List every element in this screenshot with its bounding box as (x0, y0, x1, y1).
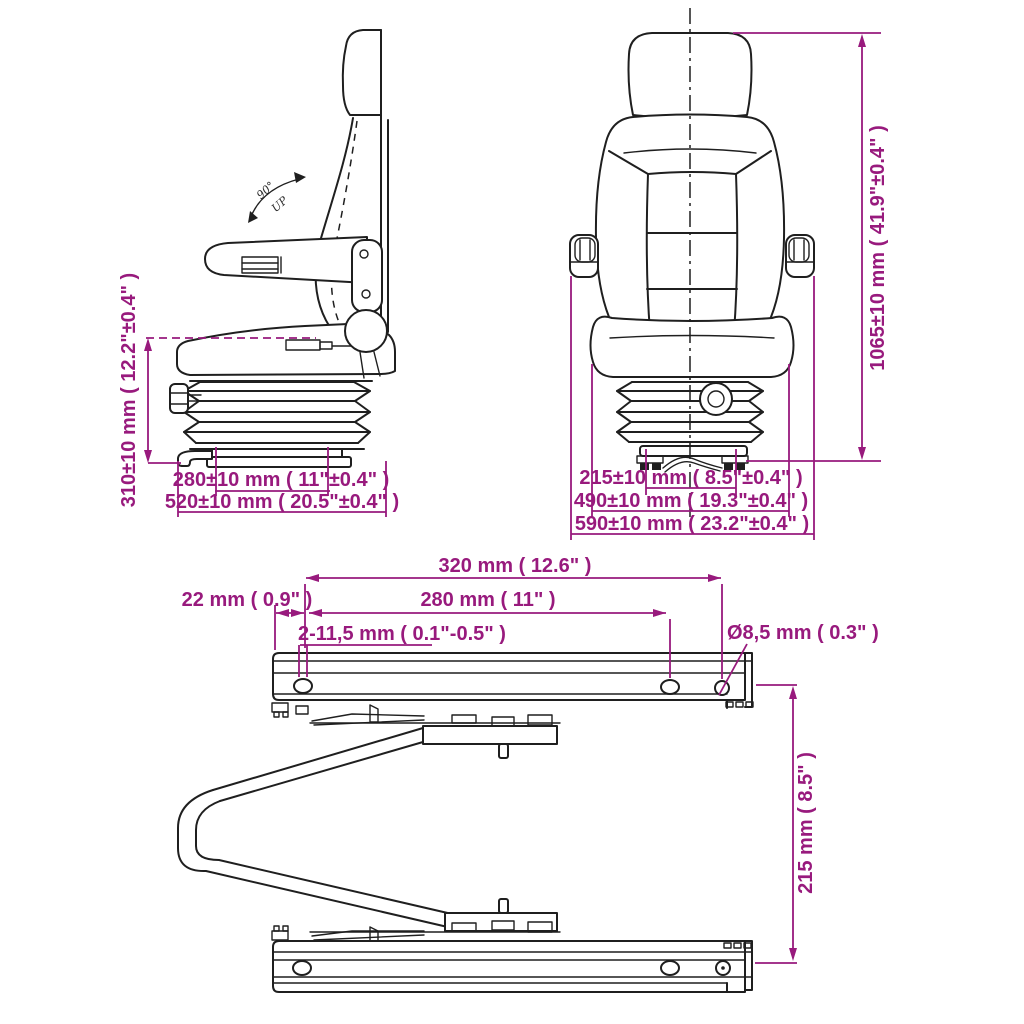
handle-knob (170, 384, 188, 413)
dim-310-arrow-down (144, 450, 152, 463)
upper-arm (213, 728, 423, 801)
c-loop-outer (178, 790, 452, 928)
suspension-bellows-side (184, 382, 370, 443)
latch-tab (272, 703, 288, 712)
lower-rail-end-hole-center (721, 966, 725, 970)
armrest-right-front (786, 235, 814, 277)
latch-flag (370, 705, 378, 722)
upper-mount-plate (423, 726, 557, 744)
dim-215-rail-arrow-down (789, 948, 797, 961)
dim-215-rail-arrow-up (789, 686, 797, 699)
latch-foot-lower-b (283, 926, 288, 931)
dim-hole-span-label: 320 mm ( 12.6" ) (438, 555, 592, 577)
dim-overall-width-label: 590±10 mm ( 23.2"±0.4" ) (574, 513, 810, 535)
recline-knob (345, 310, 387, 352)
backrest-outline (316, 118, 353, 333)
upper-locating-pin (499, 744, 508, 758)
upper-slide-latch (272, 703, 560, 726)
mount-foot-right (722, 456, 748, 463)
latch-tab-lower (272, 931, 288, 940)
base-plate-bottom (207, 457, 351, 467)
up-label: UP (269, 193, 291, 215)
rotation-arrowhead-up (294, 172, 306, 183)
upper-rail-slot-hole (294, 679, 312, 693)
seat-base-side (178, 449, 364, 467)
dim-215-rail (755, 685, 797, 963)
bellows-fold-lines (184, 382, 370, 443)
latch-block-b (492, 717, 514, 726)
dim-edge-to-hole-label: 22 mm ( 0.9" ) (181, 589, 313, 611)
dim-310-arrow-up (144, 338, 152, 351)
rail-view-dimensions (182, 555, 879, 963)
dim-320-arrow-left (306, 574, 319, 582)
dim-280-rail-arrow-right (653, 609, 666, 617)
latch-block-a (452, 715, 476, 723)
dim-foot-spacing-label: 215±10 mm ( 8.5"±0.4" ) (579, 467, 803, 489)
dim-1065-arrow-up (858, 34, 866, 47)
upper-slide-rail (273, 653, 753, 708)
armrest-rotation-annotation (248, 172, 306, 223)
seat-cushion-front (591, 317, 794, 377)
latch-foot-a (274, 712, 279, 717)
upper-rail-notch-b (736, 702, 743, 707)
dim-overall-depth-label: 520±10 mm ( 20.5"±0.4" ) (164, 491, 400, 513)
front-view (570, 8, 814, 522)
latch-tab2 (296, 706, 308, 714)
rail-assembly-view (178, 653, 753, 992)
latch-foot-lower-a (274, 926, 279, 931)
dim-1065-arrow-down (858, 447, 866, 460)
lower-slide-rail (273, 941, 752, 992)
dim-rail-length-label: 280±10 mm ( 11"±0.4" ) (172, 469, 390, 491)
c-loop-inner (196, 801, 452, 914)
side-view (170, 30, 395, 467)
dim-rail-gap-height-label: 215 mm ( 8.5" ) (795, 752, 817, 894)
dim-hole-spacing-label: 280 mm ( 11" ) (420, 589, 556, 611)
base-plate-front (640, 446, 747, 456)
angle-label: 90° (254, 179, 278, 202)
dim-hole-diameter-label: Ø8,5 mm ( 0.3" ) (727, 622, 879, 644)
upper-rail-mid-hole (661, 680, 679, 694)
armrest (205, 237, 367, 283)
base-rail (212, 449, 342, 457)
lower-rail-slot-hole (293, 961, 311, 975)
dim-overall-height-label: 1065±10 mm ( 41.9"±0.4" ) (867, 125, 889, 371)
bellows-knob (700, 383, 732, 415)
latch-foot-b (283, 712, 288, 717)
mount-foot-left (637, 456, 663, 463)
lower-rail-mid-hole (661, 961, 679, 975)
dim-slot-width-label: 2-11,5 mm ( 0.1"-0.5" ) (298, 623, 506, 645)
dim-seat-height-label: 310±10 mm ( 12.2"±0.4" ) (118, 272, 140, 508)
armrest-left-front (570, 235, 598, 277)
dim-base-width-label: 490±10 mm ( 19.3"±0.4" ) (573, 490, 809, 512)
headrest-outline (343, 30, 381, 115)
swing-frame (178, 728, 452, 928)
lower-locating-pin (499, 899, 508, 913)
dim-320-arrow-right (708, 574, 721, 582)
